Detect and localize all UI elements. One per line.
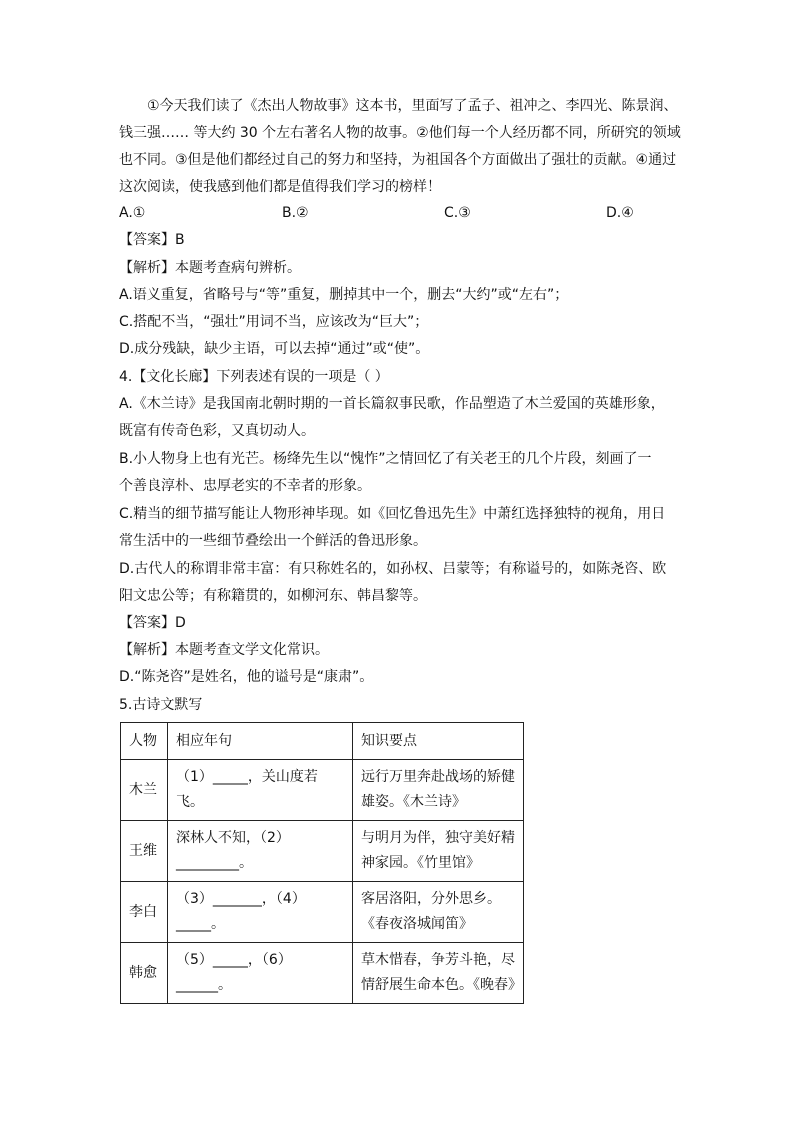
option-b: B.② [282, 205, 309, 221]
q4-answer: 【答案】D [119, 615, 186, 631]
q3-analysis-line-2: A.语义重复，省略号与“等”重复，删掉其中一个，删去“大约”或“左右”； [119, 287, 569, 303]
q4-option-line-8: 阳文忠公等；有称籍贯的，如柳河东、韩昌黎等。 [119, 588, 427, 604]
passage-line-1: ①今天我们读了《杰出人物故事》这本书，里面写了孟子、祖冲之、李四光、陈景润、 [147, 98, 678, 114]
cell-note: 客居洛阳，分外思乡。《春夜洛城闻笛》 [353, 882, 524, 943]
q3-analysis-line-1: 【解析】本题考查病句辨析。 [119, 260, 301, 276]
header-line: 相应年句 [168, 723, 353, 760]
table-header-row [121, 723, 524, 760]
cell-line: （3）_______，（4）_____。 [168, 882, 353, 943]
option-d: D.④ [606, 205, 634, 221]
header-person: 人物 [121, 723, 168, 760]
cell-person: 王维 [121, 821, 168, 882]
q4-analysis-line-2: D.“陈尧咨”是姓名，他的谥号是“康肃”。 [119, 669, 374, 685]
q4-option-line-1: A.《木兰诗》是我国南北朝时期的一首长篇叙事民歌，作品塑造了木兰爱国的英雄形象， [119, 396, 665, 412]
q4-stem: 4.【文化长廊】下列表述有误的一项是（ ） [119, 369, 389, 385]
q5-title: 5.古诗文默写 [119, 697, 203, 713]
cell-note: 与明月为伴，独守美好精神家园。《竹里馆》 [353, 821, 524, 882]
q3-analysis-line-4: D.成分残缺，缺少主语，可以去掉“通过”或“使”。 [119, 341, 430, 357]
option-a: A.① [119, 205, 146, 221]
table-row [121, 943, 524, 1004]
cell-person: 韩愈 [121, 943, 168, 1004]
poetry-table [120, 722, 524, 1004]
cell-person: 木兰 [121, 760, 168, 821]
q4-option-line-7: D.古代人的称谓非常丰富：有只称姓名的，如孙权、吕蒙等；有称谥号的，如陈尧咨、欧 [119, 561, 667, 577]
passage-line-2: 钱三强…… 等大约 30 个左右著名人物的故事。②他们每一个人经历都不同，所研究的领域 [119, 125, 681, 141]
option-c: C.③ [444, 205, 471, 221]
table-row [121, 821, 524, 882]
table-row [121, 882, 524, 943]
table-row [121, 760, 524, 821]
header-note: 知识要点 [353, 723, 524, 760]
cell-line: （1）_____，关山度若飞。 [168, 760, 353, 821]
q3-analysis-line-3: C.搭配不当，“强壮”用词不当，应该改为“巨大”； [119, 314, 429, 330]
cell-note: 远行万里奔赴战场的矫健雄姿。《木兰诗》 [353, 760, 524, 821]
q4-option-line-2: 既富有传奇色彩，又真切动人。 [119, 423, 315, 439]
q4-option-line-6: 常生活中的一些细节叠绘出一个鲜活的鲁迅形象。 [119, 533, 427, 549]
cell-person: 李白 [121, 882, 168, 943]
cell-note: 草木惜春，争芳斗艳，尽情舒展生命本色。《晚春》 [353, 943, 524, 1004]
q4-option-line-3: B.小人物身上也有光芒。杨绛先生以“愧怍”之情回忆了有关老王的几个片段，刻画了一 [119, 451, 652, 467]
cell-line: 深林人不知，（2）_________。 [168, 821, 353, 882]
q4-option-line-4: 个善良淳朴、忠厚老实的不幸者的形象。 [119, 478, 371, 494]
passage-line-4: 这次阅读，使我感到他们都是值得我们学习的榜样！ [119, 179, 441, 195]
q4-analysis-line-1: 【解析】本题考查文学文化常识。 [119, 642, 329, 658]
cell-line: （5）_____，（6）______。 [168, 943, 353, 1004]
passage-line-3: 也不同。③但是他们都经过自己的努力和坚持，为祖国各个方面做出了强壮的贡献。④通过 [119, 152, 677, 168]
q3-answer: 【答案】B [119, 232, 185, 248]
q4-option-line-5: C.精当的细节描写能让人物形神毕现。如《回忆鲁迅先生》中萧红选择独特的视角，用日 [119, 506, 666, 522]
